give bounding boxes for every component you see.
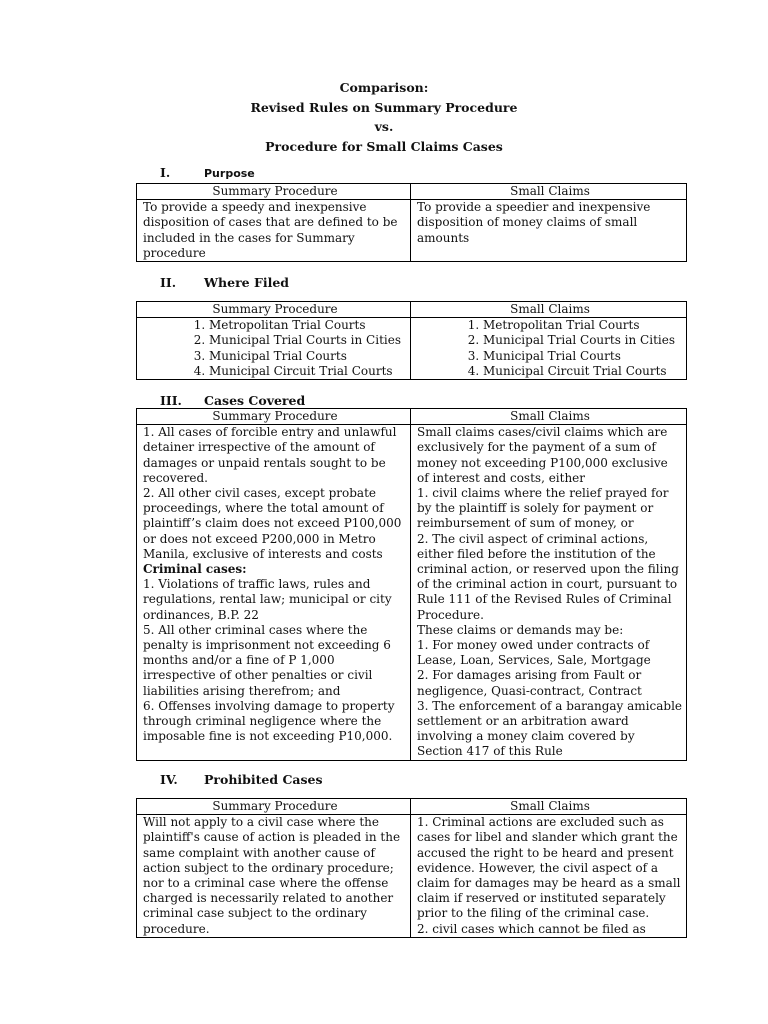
paragraph: 2. The civil aspect of criminal actions, either filed before the institution of the criminal action, or reserved upon the filing of the criminal action in court, pursuant to Rule 111 of the Revised Rules of Criminal Procedure.: [417, 531, 679, 622]
section-number: IV.: [160, 772, 178, 787]
section-title: Cases Covered: [204, 393, 306, 408]
list-item: 3. Municipal Trial Courts: [209, 349, 407, 364]
paragraph: 2. All other civil cases, except probate proceedings, where the total amount of plaintiff’s claim does not exceed P100,000 or does not exceed P200,000 in Metro Manila, exclusive of interests and costs: [143, 486, 402, 561]
list-item: 2. Municipal Trial Courts in Cities: [209, 333, 407, 348]
title-line-3: vs.: [374, 119, 394, 134]
column-header-summary: Summary Procedure: [137, 184, 411, 200]
section-title: Where Filed: [204, 275, 290, 290]
purpose-table: [136, 183, 687, 262]
column-header-small-claims: Small Claims: [411, 409, 687, 425]
prohibited-summary-cell: Will not apply to a civil case where the plaintiff's cause of action is pleaded in the same complaint with another cause of action subject to the ordinary procedure; nor to a criminal case where the offense charged is necessarily related to another criminal case subject to the ordinary procedure.: [137, 815, 411, 938]
paragraph: 2. civil cases which cannot be filed as: [417, 921, 646, 936]
prohibited-small-claims-cell: [411, 815, 687, 938]
title-line-4: Procedure for Small Claims Cases: [265, 138, 503, 154]
cases-summary-cell: [137, 425, 411, 760]
section-heading-where-filed: [160, 275, 289, 290]
column-header-summary: Summary Procedure: [137, 302, 411, 318]
where-filed-table: [136, 301, 687, 380]
section-heading-purpose: [160, 165, 255, 181]
paragraph: 6. Offenses involving damage to property through criminal negligence where the imposable fine is not exceeding P10,000.: [143, 698, 395, 744]
section-number: II.: [160, 275, 177, 290]
section-heading-cases-covered: [160, 393, 305, 408]
prohibited-table: [136, 798, 687, 938]
list-item: 2. Municipal Trial Courts in Cities: [483, 333, 683, 348]
paragraph: 1. Criminal actions are excluded such as cases for libel and slander which grant the accused the right to be heard and present evidence. However, the civil aspect of a claim for damages may be heard as a small claim if reserved or instituted separately prior to the filing of the criminal case.: [417, 815, 681, 921]
column-header-summary: Summary Procedure: [137, 799, 411, 815]
paragraph: 1. Violations of traffic laws, rules and regulations, rental law; municipal or city ordinances, B.P. 22: [143, 577, 392, 622]
section-title: Prohibited Cases: [204, 772, 323, 787]
list-item: 4. Municipal Circuit Trial Courts: [209, 364, 407, 379]
list-item: 1. Metropolitan Trial Courts: [483, 318, 683, 333]
column-header-summary: Summary Procedure: [137, 409, 411, 425]
purpose-small-claims-cell: To provide a speedier and inexpensive disposition of money claims of small amounts: [411, 200, 687, 262]
purpose-summary-cell: To provide a speedy and inexpensive disposition of cases that are defined to be included in the cases for Summary procedure: [137, 200, 411, 262]
paragraph: 3. The enforcement of a barangay amicable settlement or an arbitration award involving a money claim covered by Section 417 of this Rule: [417, 698, 683, 759]
paragraph: 5. All other criminal cases where the penalty is imprisonment not exceeding 6 months and/or a fine of P 1,000 irrespective of other penalties or civil liabilities arising therefrom; and: [143, 622, 391, 698]
section-number: I.: [160, 165, 171, 180]
cases-small-claims-cell: [411, 425, 687, 760]
where-small-claims-cell: [411, 318, 687, 380]
section-number: III.: [160, 393, 182, 408]
section-title: Purpose: [204, 167, 255, 180]
paragraph: 1. For money owed under contracts of Lease, Loan, Services, Sale, Mortgage: [417, 638, 651, 668]
list-item: 1. Metropolitan Trial Courts: [209, 318, 407, 333]
paragraph: These claims or demands may be:: [417, 622, 624, 637]
paragraph: 2. For damages arising from Fault or negligence, Quasi-contract, Contract: [417, 668, 642, 698]
document-title: [0, 78, 768, 156]
title-line-1: Comparison:: [339, 80, 429, 95]
court-list: [143, 318, 407, 379]
where-summary-cell: [137, 318, 411, 380]
column-header-small-claims: Small Claims: [411, 799, 687, 815]
cases-covered-table: [136, 408, 687, 761]
list-item: 4. Municipal Circuit Trial Courts: [483, 364, 683, 379]
paragraph: 1. civil claims where the relief prayed for by the plaintiff is solely for payment or reimbursement of sum of money, or: [417, 486, 669, 531]
list-item: 3. Municipal Trial Courts: [483, 349, 683, 364]
court-list: [417, 318, 683, 379]
title-line-2: Revised Rules on Summary Procedure: [250, 99, 518, 115]
column-header-small-claims: Small Claims: [411, 184, 687, 200]
section-heading-prohibited: [160, 772, 323, 787]
criminal-cases-label: Criminal cases:: [143, 562, 247, 577]
paragraph: Small claims cases/civil claims which are exclusively for the payment of a sum of money not exceeding P100,000 exclusive of interest and costs, either: [417, 425, 668, 485]
paragraph: 1. All cases of forcible entry and unlawful detainer irrespective of the amount of damages or unpaid rentals sought to be recovered.: [143, 425, 397, 485]
column-header-small-claims: Small Claims: [411, 302, 687, 318]
